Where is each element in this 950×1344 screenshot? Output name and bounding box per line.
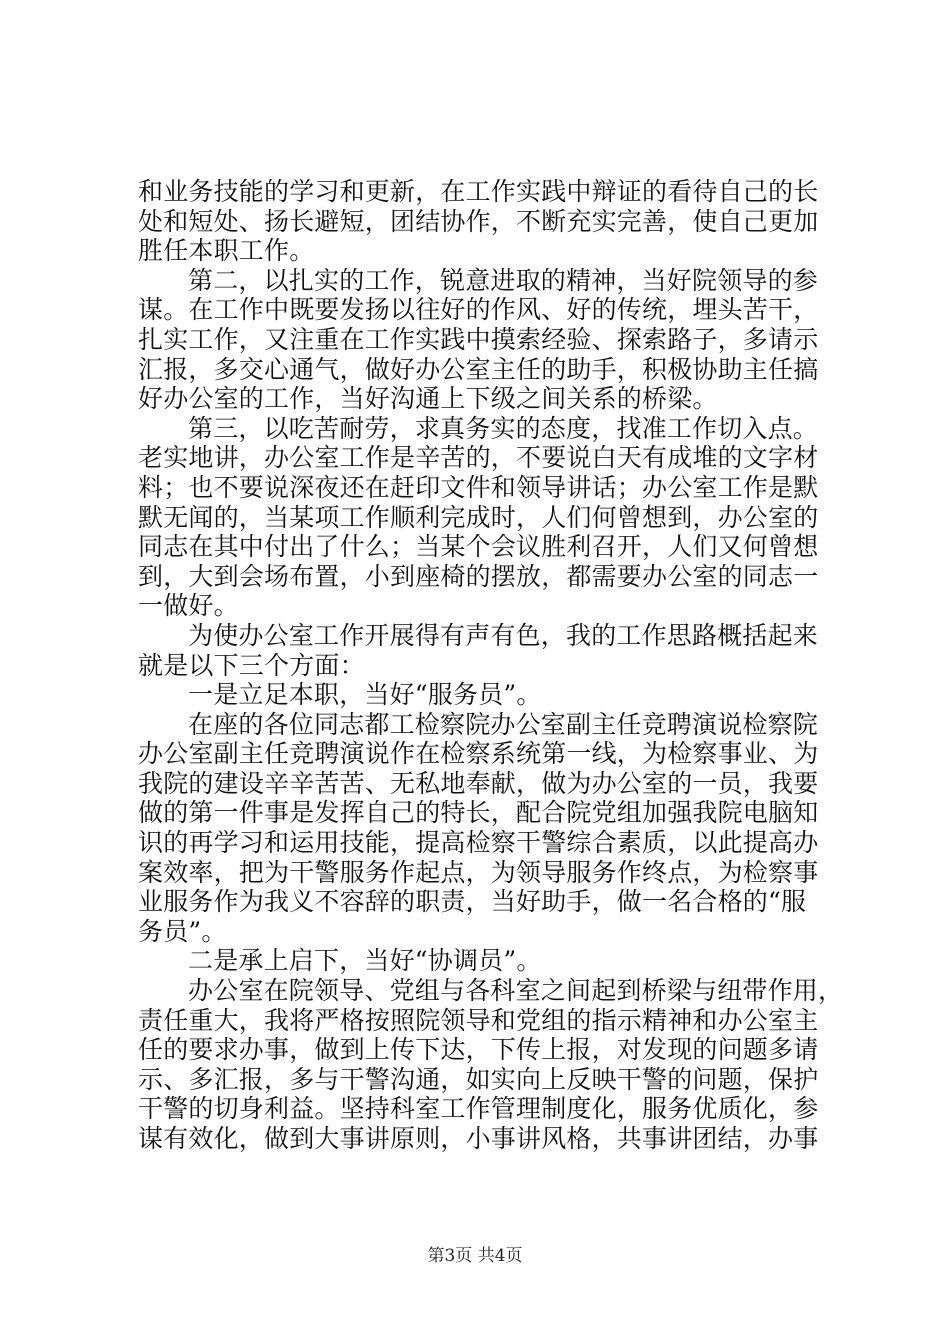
paragraph-start-line: 第三，以吃苦耐劳，求真务实的态度，找准工作切入点。 xyxy=(188,413,819,443)
text-line: 同志在其中付出了什么；当某个会议胜利召开，人们又何曾想 xyxy=(138,532,819,562)
paragraph-start-line: 办公室在院领导、党组与各科室之间起到桥梁与纽带作用， xyxy=(188,976,844,1006)
text-line: 就是以下三个方面： xyxy=(138,650,365,680)
text-line: 默无闻的，当某项工作顺利完成时，人们何曾想到，办公室的 xyxy=(138,502,819,532)
text-line: 谋。在工作中既要发扬以往好的作风、好的传统，埋头苦干， xyxy=(138,295,819,325)
text-line: 好办公室的工作，当好沟通上下级之间关系的桥梁。 xyxy=(138,384,718,414)
section-heading-line: 二是承上启下，当好“协调员”。 xyxy=(188,946,542,976)
text-line: 一做好。 xyxy=(138,591,239,621)
text-line: 汇报，多交心通气，做好办公室主任的助手，积极协助主任搞 xyxy=(138,354,819,384)
text-line: 识的再学习和运用技能，提高检察干警综合素质，以此提高办 xyxy=(138,828,819,858)
text-line: 到，大到会场布置，小到座椅的摆放，都需要办公室的同志一 xyxy=(138,561,819,591)
section-heading-line: 一是立足本职，当好“服务员”。 xyxy=(188,680,542,710)
body-text xyxy=(138,177,844,1154)
text-line: 料；也不要说深夜还在赶印文件和领导讲话；办公室工作是默 xyxy=(138,472,819,502)
text-line: 做的第一件事是发挥自己的特长，配合院党组加强我院电脑知 xyxy=(138,798,819,828)
text-line: 和业务技能的学习和更新，在工作实践中辩证的看待自己的长 xyxy=(138,177,819,206)
text-line: 业服务作为我义不容辞的职责，当好助手，做一名合格的“服 xyxy=(138,887,807,917)
paragraph-start-line: 第二，以扎实的工作，锐意进取的精神，当好院领导的参 xyxy=(188,265,819,295)
text-line: 扎实工作，又注重在工作实践中摸索经验、探索路子，多请示 xyxy=(138,324,819,354)
paragraph-start-line: 在座的各位同志都工检察院办公室副主任竞聘演说检察院 xyxy=(188,709,819,739)
text-line: 案效率，把为干警服务作起点，为领导服务作终点，为检察事 xyxy=(138,857,819,887)
text-line: 示、多汇报，多与干警沟通，如实向上反映干警的问题，保护 xyxy=(138,1064,819,1094)
text-line: 谋有效化，做到大事讲原则，小事讲风格，共事讲团结，办事 xyxy=(138,1124,819,1153)
text-line: 任的要求办事，做到上传下达，下传上报，对发现的问题多请 xyxy=(138,1035,819,1065)
text-line: 我院的建设辛辛苦苦、无私地奉献，做为办公室的一员，我要 xyxy=(138,768,819,798)
text-line: 务员”。 xyxy=(138,916,227,946)
text-line: 处和短处、扬长避短，团结协作，不断充实完善，使自己更加 xyxy=(138,206,819,236)
page-number-footer: 第3页 共4页 xyxy=(427,1246,523,1266)
text-line: 老实地讲，办公室工作是辛苦的，不要说白天有成堆的文字材 xyxy=(138,443,819,473)
text-line: 胜任本职工作。 xyxy=(138,236,315,266)
text-line: 责任重大，我将严格按照院领导和党组的指示精神和办公室主 xyxy=(138,1005,819,1035)
text-line: 干警的切身利益。坚持科室工作管理制度化，服务优质化，参 xyxy=(138,1094,819,1124)
text-line: 办公室副主任竞聘演说作在检察系统第一线，为检察事业、为 xyxy=(138,739,819,769)
paragraph-start-line: 为使办公室工作开展得有声有色，我的工作思路概括起来 xyxy=(188,620,819,650)
